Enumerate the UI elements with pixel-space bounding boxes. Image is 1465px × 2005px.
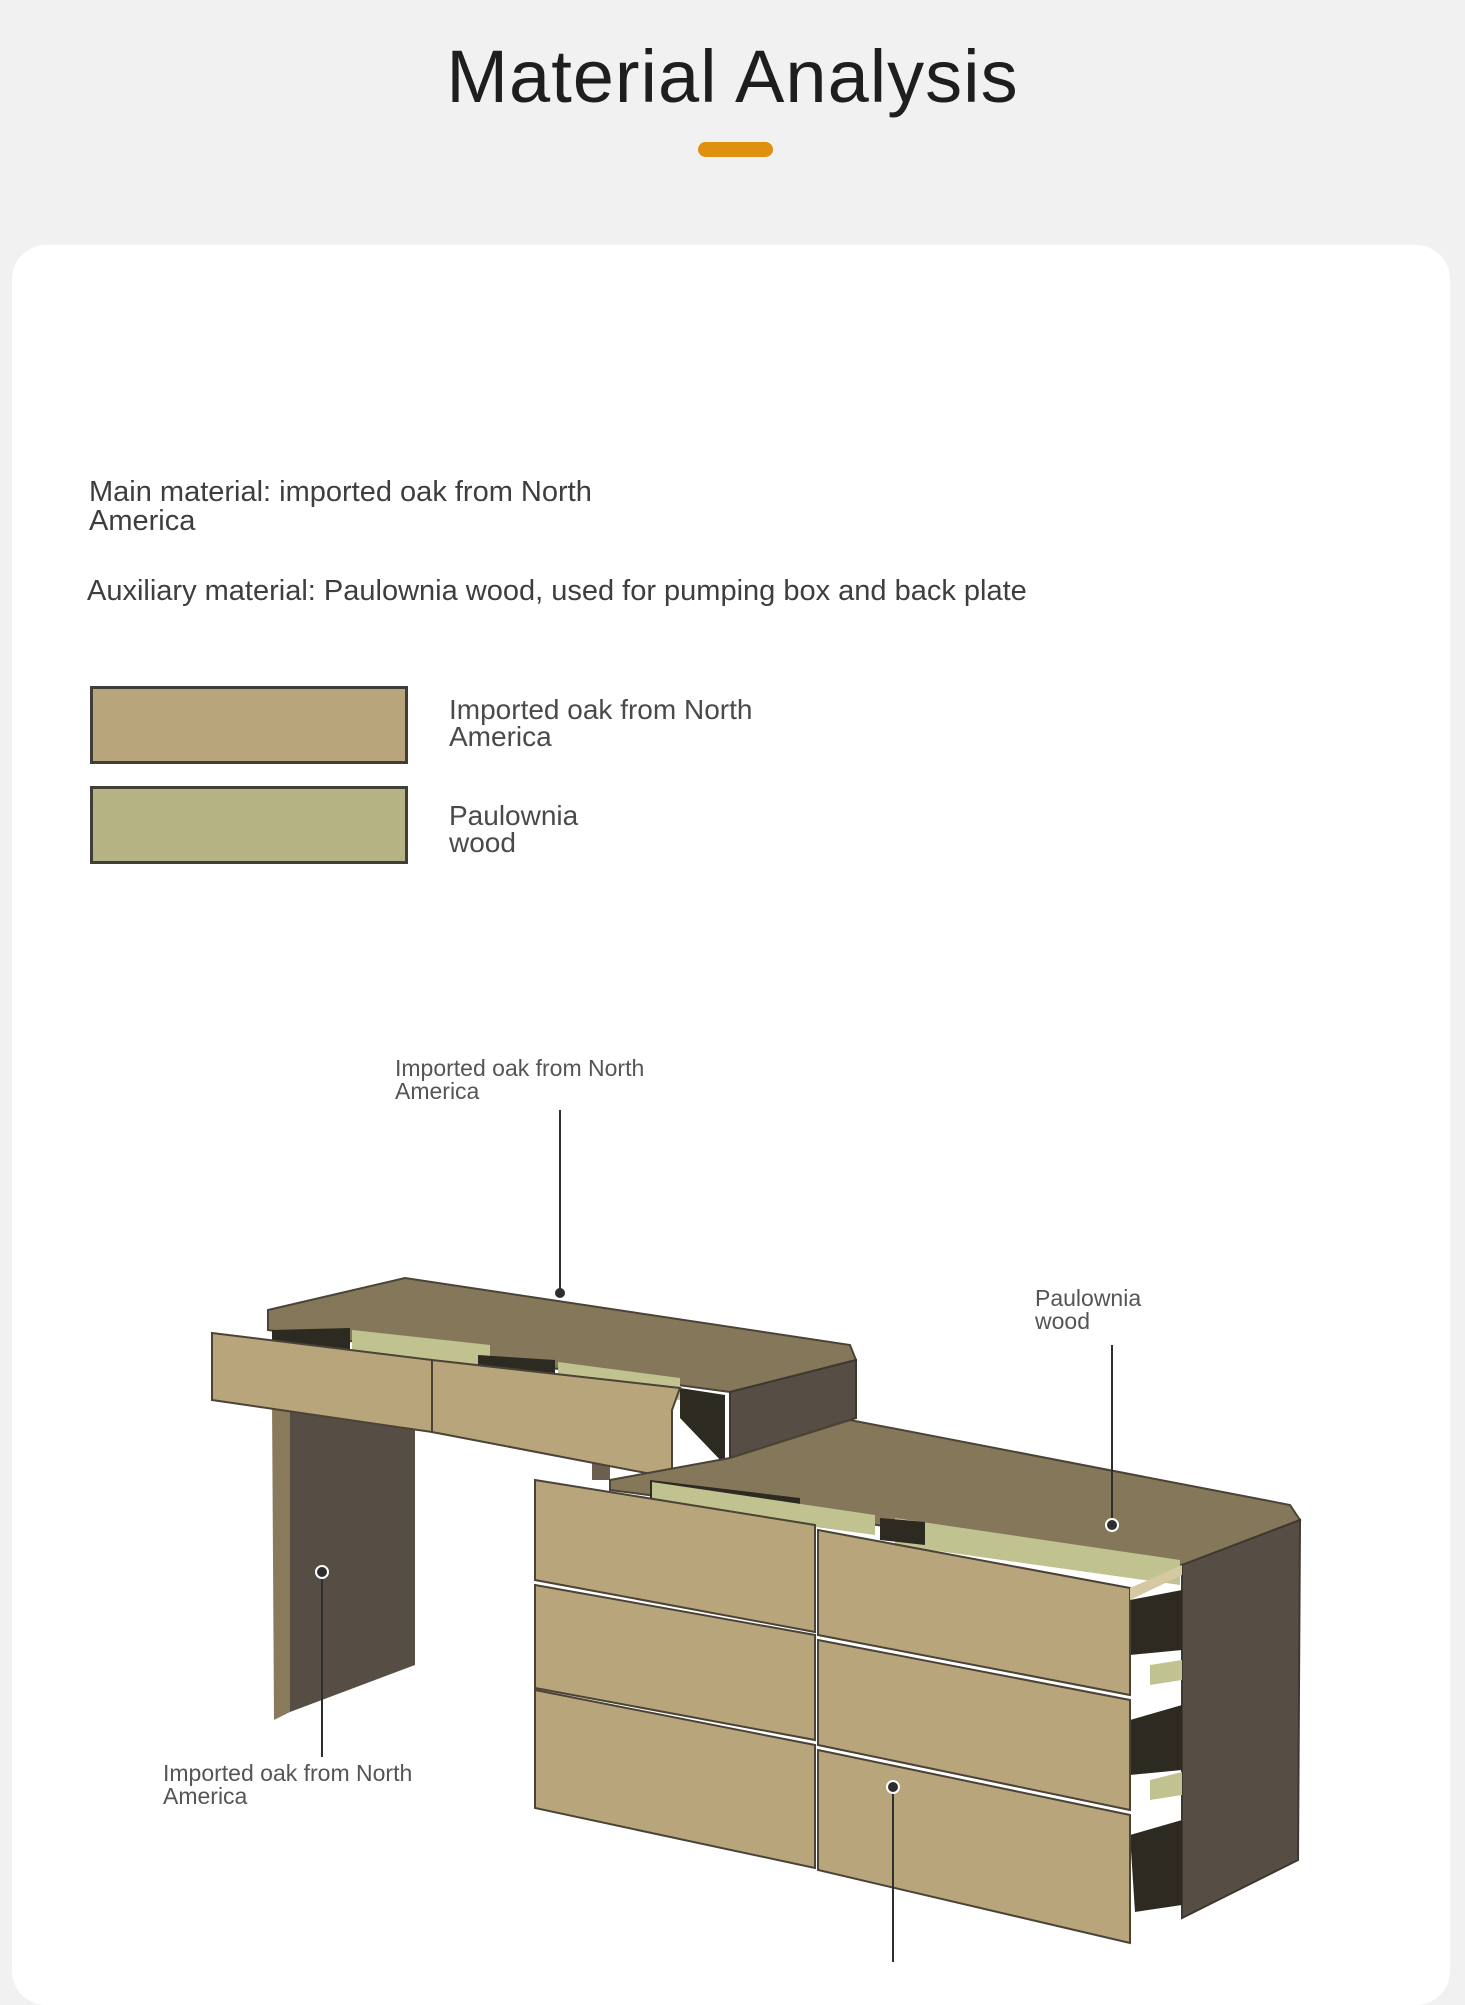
callout-label-right: Paulownia wood [1035,1285,1142,1334]
desk-leg-edge [272,1400,290,1720]
dresser-side-panel [1182,1520,1300,1918]
desk-leg-back [290,1405,415,1712]
callout-label-top: Imported oak from North America [395,1055,645,1104]
page-title: Material Analysis [446,35,1019,118]
callout-marker-left [316,1566,328,1578]
callout-marker-bottom [887,1781,899,1793]
callout-marker-top [555,1288,565,1298]
auxiliary-material-text: Auxiliary material: Paulownia wood, used for pumping box and back plate [87,575,1027,607]
main-material-text: Main material: imported oak from North America [89,476,592,537]
legend-label-paulownia: Paulownia wood [449,800,579,858]
callout-label-left: Imported oak from North America [163,1760,413,1809]
callout-marker-right [1106,1519,1118,1531]
legend-label-oak: Imported oak from North America [449,694,753,752]
